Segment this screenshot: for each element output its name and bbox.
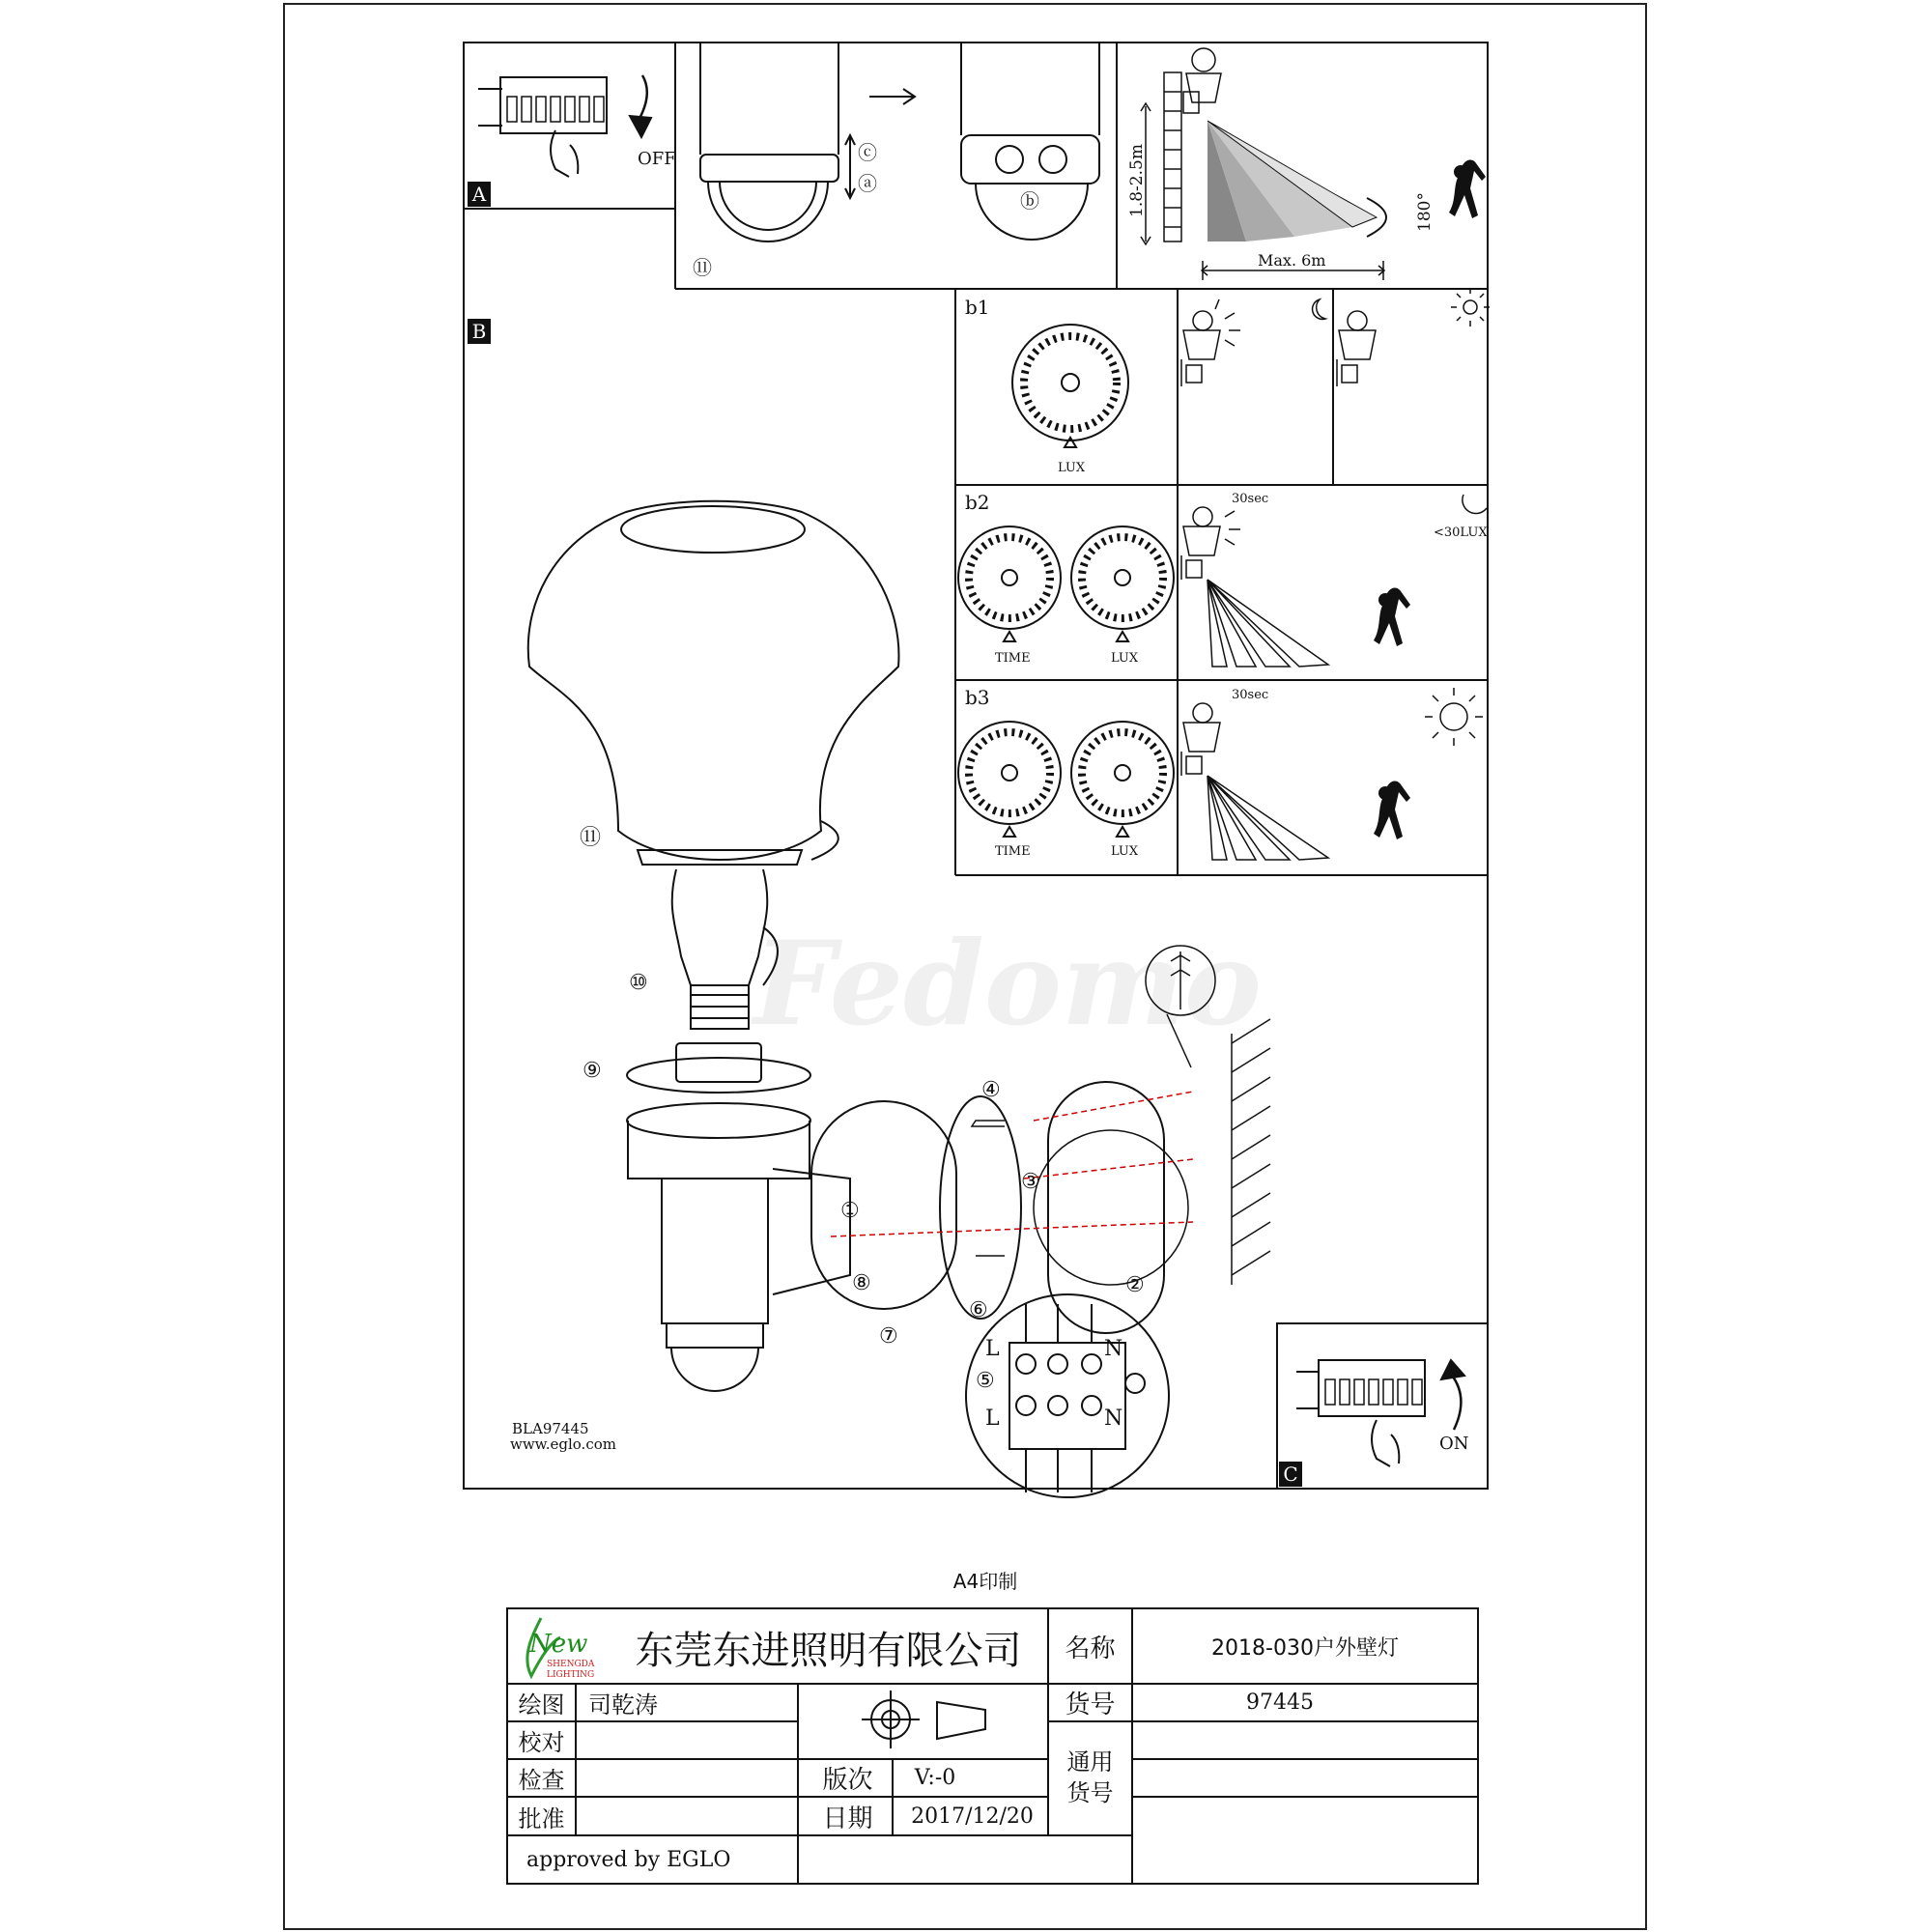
company-logo — [527, 1618, 595, 1680]
step-11-top: ⑪ — [693, 256, 712, 279]
time-label-b3: TIME — [995, 844, 1031, 859]
item-value: 97445 — [1246, 1690, 1314, 1715]
company-name: 东莞东进照明有限公司 — [635, 1628, 1022, 1673]
item-label: 货号 — [1065, 1690, 1116, 1719]
approved-by: approved by EGLO — [526, 1847, 731, 1872]
marker-c: ⓒ — [858, 141, 877, 164]
terminal-l-top: L — [985, 1337, 1000, 1361]
lux-label-b3: LUX — [1111, 844, 1139, 859]
panel-label-c: C — [1283, 1463, 1298, 1486]
sec-label-b2: 30sec — [1232, 492, 1269, 506]
step-7: ⑦ — [879, 1324, 898, 1349]
step-9: ⑨ — [582, 1059, 602, 1083]
draw-value: 司乾涛 — [588, 1691, 658, 1719]
marker-b: ⓑ — [1020, 189, 1039, 213]
step-8: ⑧ — [852, 1271, 871, 1295]
logo-word: New — [529, 1630, 588, 1659]
approve-label: 批准 — [518, 1804, 565, 1833]
date-label: 日期 — [822, 1804, 873, 1833]
print-note: A4印制 — [952, 1569, 1018, 1593]
marker-a: ⓐ — [858, 172, 877, 195]
step-5: ⑤ — [976, 1369, 995, 1393]
step-6: ⑥ — [969, 1298, 988, 1322]
lux-label-b1: LUX — [1058, 461, 1086, 475]
draw-label: 绘图 — [518, 1691, 565, 1719]
switch-off-label: OFF — [638, 149, 676, 169]
step-10: ⑩ — [629, 971, 648, 995]
panel-label-b: B — [471, 320, 487, 343]
model-number: BLA97445 — [512, 1420, 589, 1437]
panel-b1-label: b1 — [965, 296, 990, 319]
terminal-n-top: N — [1104, 1337, 1123, 1361]
step-2: ② — [1125, 1273, 1145, 1297]
check-label: 校对 — [518, 1729, 565, 1756]
time-label-b2: TIME — [995, 651, 1031, 666]
terminal-n-bottom: N — [1104, 1406, 1123, 1431]
watermark: Fedomo — [753, 916, 1262, 1052]
max-distance: Max. 6m — [1258, 251, 1326, 270]
logo-line2: LIGHTING — [547, 1670, 595, 1680]
terminal-l-bottom: L — [985, 1406, 1000, 1431]
common-item-label: 通用 货号 — [1066, 1748, 1114, 1806]
panel-label-a: A — [471, 183, 487, 206]
step-3: ③ — [1021, 1170, 1040, 1194]
detection-angle: 180° — [1415, 192, 1435, 232]
lux-threshold: <30LUX — [1434, 526, 1488, 540]
logo-line1: SHENGDA — [547, 1660, 595, 1669]
name-label: 名称 — [1065, 1634, 1116, 1663]
website: www.eglo.com — [510, 1435, 616, 1453]
panel-b2-label: b2 — [965, 491, 990, 514]
switch-on-label: ON — [1439, 1434, 1469, 1454]
version-label: 版次 — [822, 1766, 873, 1795]
sec-label-b3: 30sec — [1232, 688, 1269, 702]
inspect-label: 检查 — [518, 1767, 565, 1794]
date-value: 2017/12/20 — [911, 1804, 1034, 1829]
panel-b3-label: b3 — [965, 686, 990, 709]
lux-label-b2: LUX — [1111, 651, 1139, 666]
version-value: V:-0 — [914, 1766, 956, 1790]
step-1: ① — [840, 1199, 860, 1223]
step-4: ④ — [981, 1078, 1001, 1102]
name-value: 2018-030户外壁灯 — [1211, 1635, 1399, 1661]
height-range: 1.8-2.5m — [1127, 144, 1147, 217]
step-11: ⑪ — [580, 826, 602, 850]
